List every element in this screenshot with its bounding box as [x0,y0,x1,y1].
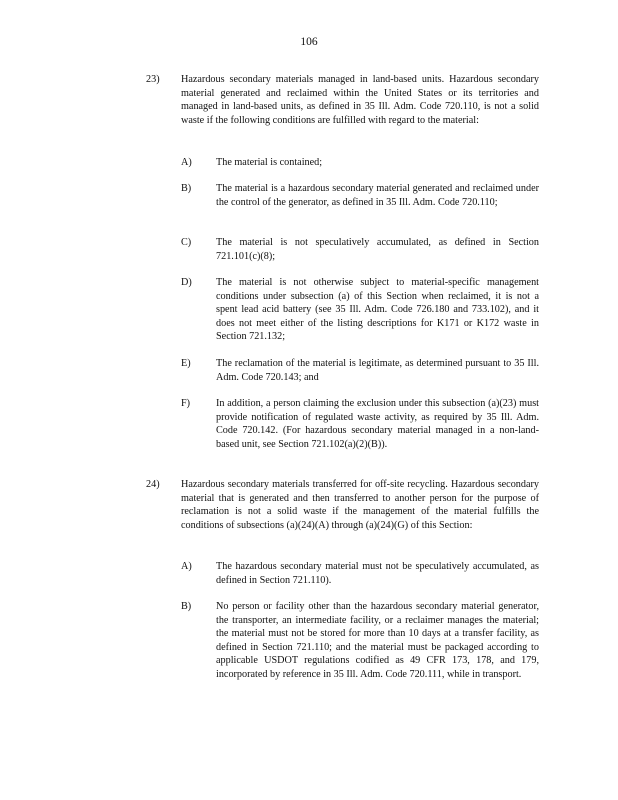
subitem-text: The material is not speculatively accumulated, as defined in Section 721.101(c)(8); [216,237,539,262]
subitem-label: A) [181,561,192,572]
item-text: Hazardous secondary materials managed in land-based units. Hazardous secondary material generated and reclaimed within the United States or its territories and managed in land-based units, as defined in 35 Ill. Adm. Code 720.110, is not a solid waste if the following conditions are fulfilled with regard to the material: [181,74,539,126]
subitem-label: B) [181,601,192,612]
subitem-text: No person or facility other than the hazardous secondary material generator, the transporter, an intermediate facility, or a reclaimer manages the material; the material must not be stored for more than 10 days at a transfer facility, as defined in Section 721.110; and the material must be packaged according to applicable USDOT regulations codified as 49 CFR 173, 178, and 179, incorporated by reference in 35 Ill. Adm. Code 720.111, while in transport. [216,601,539,680]
subitem-text: The material is contained; [216,157,323,168]
subitem-label: B) [181,183,192,194]
subitem-text: The hazardous secondary material must not be speculatively accumulated, as defined in Section 721.110). [216,561,539,586]
item-label: 23) [146,74,160,85]
subitem-text: In addition, a person claiming the exclusion under this subsection (a)(23) must provide notification of regulated waste activity, as required by 35 Ill. Adm. Code 720.142. (For hazardous secondary material managed in a non-land-based unit, see Section 721.102(a)(2)(B)). [216,398,539,450]
item-text: Hazardous secondary materials transferred for off-site recycling. Hazardous secondary material that is generated and then transferred to another person for the purpose of reclamation is not a solid waste if the management of the material fulfills the conditions of subsections (a)(24)(A) through (a)(24)(G) of this Section: [181,479,539,531]
item-label: 24) [146,479,160,490]
subitem-label: E) [181,358,191,369]
subitem-label: D) [181,277,192,288]
subitem-label: A) [181,157,192,168]
subitem-text: The material is not otherwise subject to material-specific management conditions under subsection (a) of this Section when reclaimed, it is not a spent lead acid battery (see 35 Ill. Adm. Code 726.180 and 733.102), and it does not meet either of the listing descriptions for K171 or K172 waste in Section 721.132; [216,277,539,343]
subitem-text: The reclamation of the material is legitimate, as determined pursuant to 35 Ill. Adm. Code 720.143; and [216,358,539,383]
subitem-label: C) [181,237,192,248]
subitem-text: The material is a hazardous secondary material generated and reclaimed under the control of the generator, as defined in 35 Ill. Adm. Code 720.110; [216,183,539,208]
page-number: 106 [300,36,318,48]
subitem-label: F) [181,398,191,409]
